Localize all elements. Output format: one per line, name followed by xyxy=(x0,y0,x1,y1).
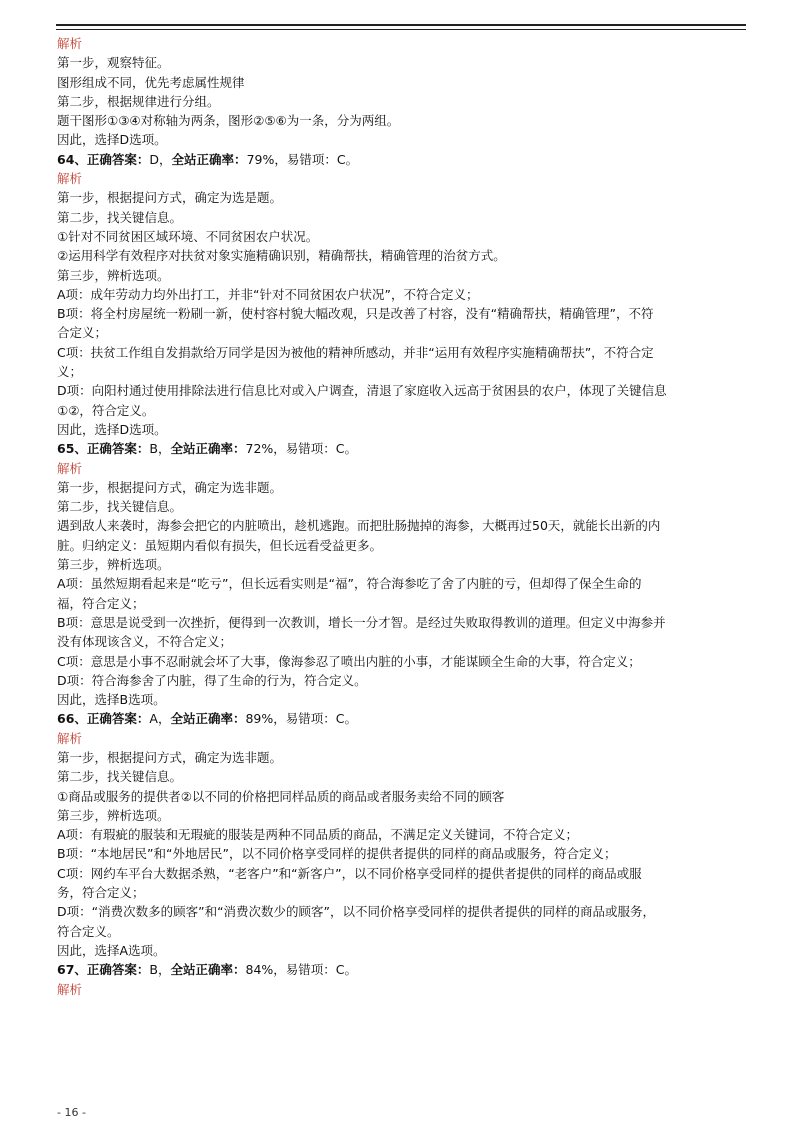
text-line: 第一步，根据提问方式，确定为选是题。 xyxy=(57,190,283,206)
text-line: D项：符合海参舍了内脏，得了生命的行为，符合定义。 xyxy=(57,672,367,688)
text-line: 第三步，辨析选项。 xyxy=(57,267,170,283)
answer-line xyxy=(57,960,749,979)
text-line: 合定义； xyxy=(57,325,108,341)
section-heading-analysis: 解析 xyxy=(57,730,83,746)
text-line: 图形组成不同，优先考虑属性规律 xyxy=(57,74,245,90)
answer-value: D， xyxy=(149,151,172,167)
text-line: B项：“本地居民”和“外地居民”，以不同价格享受同样的提供者提供的同样的商品或服务，符合定义； xyxy=(57,846,617,862)
text-line: D项：“消费次数多的顾客”和“消费次数少的顾客”，以不同价格享受同样的提供者提供的同样的商品或服务， xyxy=(57,904,656,920)
text-line: B项：意思是说受到一次挫折，便得到一次教训，增长一分才智。是经过失败取得教训的道理。但定义中海参并 xyxy=(57,614,666,630)
document-body xyxy=(57,34,749,999)
header-rule-thick xyxy=(56,24,746,26)
text-line: 福，符合定义； xyxy=(57,595,145,611)
text-line: A项：虽然短期看起来是“吃亏”，但长远看实则是“福”，符合海参吃了舍了内脏的亏，但却得了保全生命的 xyxy=(57,576,642,592)
answer-label: 65、正确答案： xyxy=(57,441,150,457)
text-line: 第二步，找关键信息。 xyxy=(57,209,183,225)
rate-label: 全站正确率： xyxy=(170,962,246,978)
text-line: 第二步，找关键信息。 xyxy=(57,769,183,785)
text-line: 第三步，辨析选项。 xyxy=(57,807,170,823)
section-heading-analysis: 解析 xyxy=(57,981,83,997)
text-line: C项：意思是小事不忍耐就会坏了大事，像海参忍了喷出内脏的小事，才能谋顾全生命的大事，符合定义； xyxy=(57,653,641,669)
rate-value: 89%，易错项：C。 xyxy=(245,711,357,727)
answer-line xyxy=(57,709,749,728)
text-line: 第三步，辨析选项。 xyxy=(57,557,170,573)
text-line: 第二步，根据规律进行分组。 xyxy=(57,93,220,109)
text-line: 因此，选择D选项。 xyxy=(57,132,167,148)
rate-label: 全站正确率： xyxy=(170,711,246,727)
header-rule-thin xyxy=(56,29,746,30)
text-line: 义； xyxy=(57,364,83,380)
answer-line xyxy=(57,150,749,169)
answer-label: 64、正确答案： xyxy=(57,151,150,167)
text-line: ①②，符合定义。 xyxy=(57,402,155,418)
answer-value: B， xyxy=(149,441,171,457)
text-line: C项：扶贫工作组自发捐款给万同学是因为被他的精神所感动，并非“运用有效程序实施精确帮扶”，不符合定 xyxy=(57,344,654,360)
text-line: B项：将全村房屋统一粉刷一新，使村容村貌大幅改观，只是改善了村容，没有“精确帮扶，精确管理”，不符 xyxy=(57,306,654,322)
text-line: A项：成年劳动力均外出打工，并非“针对不同贫困农户状况”，不符合定义； xyxy=(57,286,479,302)
rate-label: 全站正确率： xyxy=(170,441,246,457)
answer-value: A， xyxy=(149,711,171,727)
text-line: 脏。归纳定义：虽短期内看似有损失，但长远看受益更多。 xyxy=(57,537,383,553)
rate-label: 全站正确率： xyxy=(171,151,247,167)
text-line: 第一步，根据提问方式，确定为选非题。 xyxy=(57,749,283,765)
text-line: D项：向阳村通过使用排除法进行信息比对或入户调查，清退了家庭收入远高于贫困县的农户，体现了关键信息 xyxy=(57,383,667,399)
text-line: 遇到敌人来袭时，海参会把它的内脏喷出，趁机逃跑。而把肚肠抛掉的海参，大概再过50天，就能长出新的内 xyxy=(57,518,661,534)
rate-value: 72%，易错项：C。 xyxy=(245,441,358,457)
answer-label: 66、正确答案： xyxy=(57,711,150,727)
text-line: 符合定义。 xyxy=(57,923,120,939)
text-line: 第一步，根据提问方式，确定为选非题。 xyxy=(57,479,283,495)
rate-value: 79%，易错项：C。 xyxy=(246,151,359,167)
text-line: 题干图形①③④对称轴为两条，图形②⑤⑥为一条，分为两组。 xyxy=(57,113,400,129)
rate-value: 84%，易错项：C。 xyxy=(245,962,358,978)
text-line: 务，符合定义； xyxy=(57,885,145,901)
answer-line xyxy=(57,439,749,458)
section-heading-analysis: 解析 xyxy=(57,36,83,51)
text-line: ①针对不同贫困区域环境、不同贫困农户状况。 xyxy=(57,228,319,244)
answer-label: 67、正确答案： xyxy=(57,962,150,978)
text-line: ②运用科学有效程序对扶贫对象实施精确识别，精确帮扶，精确管理的治贫方式。 xyxy=(57,248,506,264)
text-line: 因此，选择A选项。 xyxy=(57,942,166,958)
text-line: A项：有瑕疵的服装和无瑕疵的服装是两种不同品质的商品，不满足定义关键词，不符合定义； xyxy=(57,827,579,843)
text-line: 因此，选择D选项。 xyxy=(57,421,167,437)
text-line: 第一步，观察特征。 xyxy=(57,55,170,71)
text-line: 没有体现该含义，不符合定义； xyxy=(57,634,233,650)
page-number: - 16 - xyxy=(57,1106,86,1119)
section-heading-analysis: 解析 xyxy=(57,460,83,476)
text-line: 第二步，找关键信息。 xyxy=(57,499,183,515)
section-heading-analysis: 解析 xyxy=(57,171,83,187)
text-line: 因此，选择B选项。 xyxy=(57,692,166,708)
answer-value: B， xyxy=(149,962,171,978)
text-line: C项：网约车平台大数据杀熟，“老客户”和“新客户”，以不同价格享受同样的提供者提供的同样的商品或服 xyxy=(57,865,642,881)
text-line: ①商品或服务的提供者②以不同的价格把同样品质的商品或者服务卖给不同的顾客 xyxy=(57,788,505,804)
